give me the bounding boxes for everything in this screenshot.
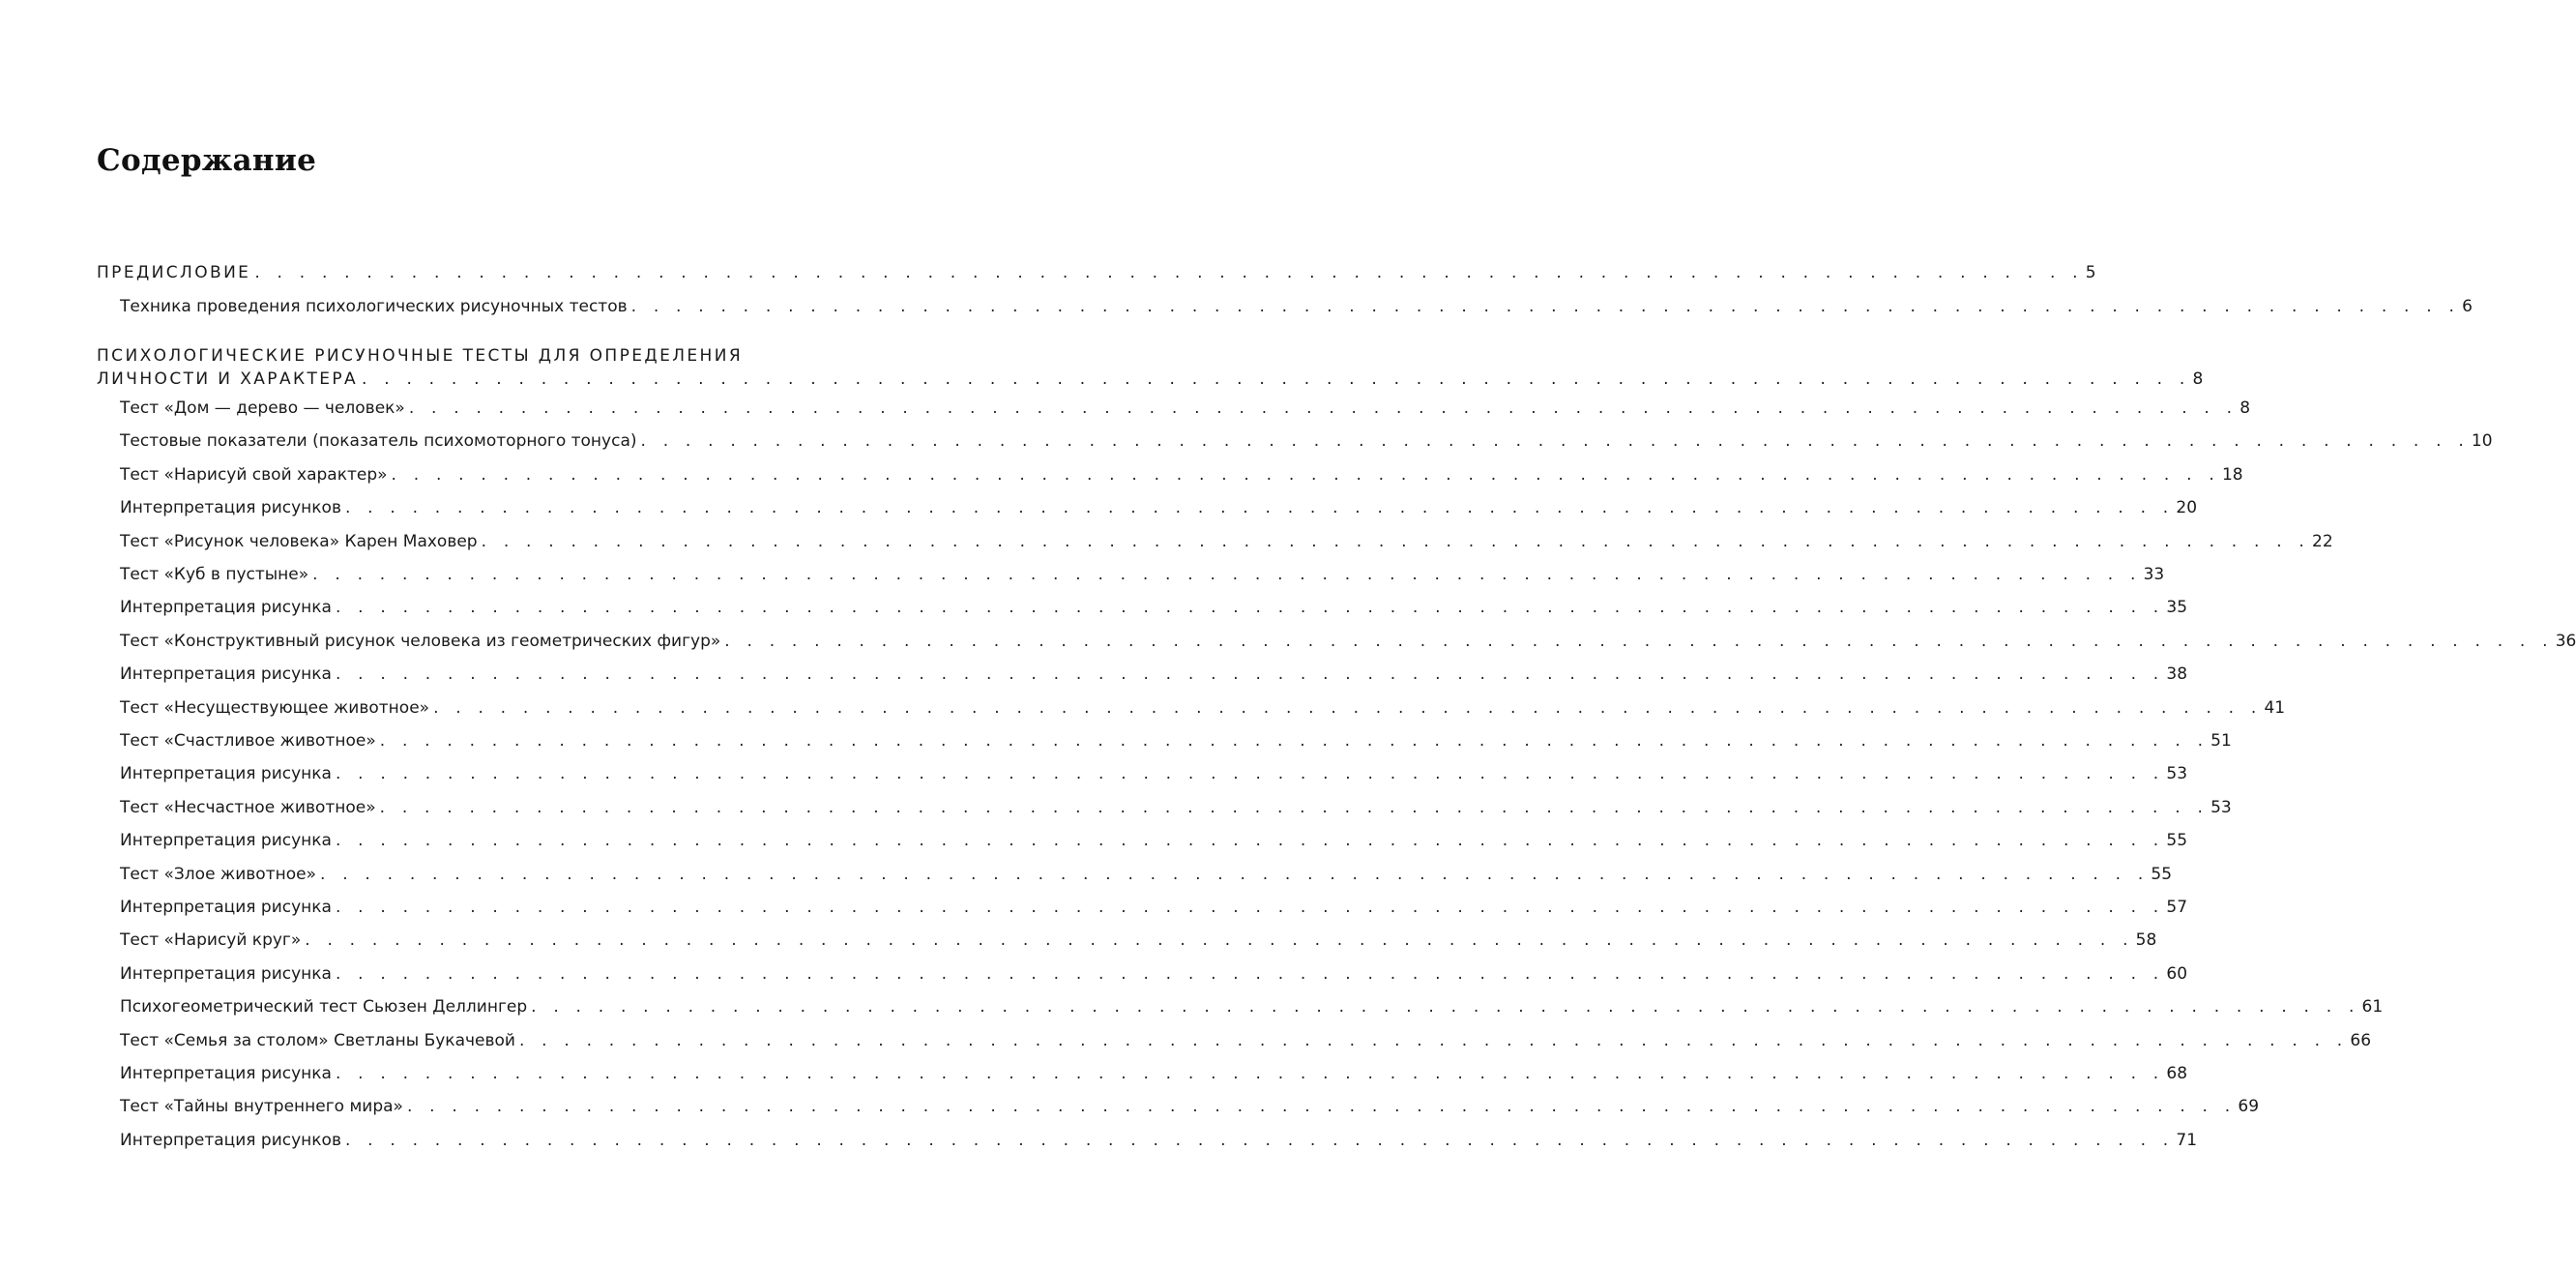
toc-entry-label: Тест «Несчастное животное» <box>120 797 376 817</box>
toc-page-number: 68 <box>2166 1064 2188 1083</box>
toc-entry[interactable] <box>120 530 2333 553</box>
toc-page-number: 22 <box>2312 531 2333 551</box>
dot-leader: . . . . . . . . . . . . . . . . . . . . . . . . . . . . . . . . . . . . . . . . . . . . . . . . . . . . . . . . . . . . . . . . . . . . . . . . . . . . . . . . . . <box>344 1130 2175 1150</box>
dot-leader: . . . . . . . . . . . . . . . . . . . . . . . . . . . . . . . . . . . . . . . . . . . . . . . . . . . . . . . . . . . . . . . . . . . . . . . . . . . . . . . . . . <box>531 997 2360 1018</box>
toc-page-number: 71 <box>2176 1130 2198 1150</box>
toc-entry[interactable] <box>120 596 2188 619</box>
toc-entry[interactable] <box>120 429 2493 453</box>
toc-entry[interactable] <box>120 663 2188 686</box>
toc-entry[interactable] <box>120 397 2251 420</box>
toc-section-title-line1: ПСИХОЛОГИЧЕСКИЕ РИСУНОЧНЫЕ ТЕСТЫ ДЛЯ ОПРЕДЕЛЕНИЯ <box>97 346 744 366</box>
toc-page-number: 18 <box>2221 464 2243 485</box>
toc-entry-preface[interactable] <box>97 261 2096 284</box>
toc-page-number: 38 <box>2166 664 2188 685</box>
toc-entry[interactable] <box>120 1062 2188 1085</box>
toc-entry-label: Интерпретация рисунков <box>120 498 341 518</box>
toc-entry[interactable] <box>120 962 2188 986</box>
dot-leader: . . . . . . . . . . . . . . . . . . . . . . . . . . . . . . . . . . . . . . . . . . . . . . . . . . . . . . . . . . . . . . . . . . . . . . . . . . . . . . . . . . <box>362 369 2191 389</box>
dot-leader: . . . . . . . . . . . . . . . . . . . . . . . . . . . . . . . . . . . . . . . . . . . . . . . . . . . . . . . . . . . . . . . . . . . . . . . . . . . . . . . . . . <box>254 263 2084 282</box>
toc-page-number: 60 <box>2166 963 2188 984</box>
toc-entry-label: Интерпретация рисунка <box>120 898 332 917</box>
toc-entry[interactable] <box>120 1095 2260 1118</box>
dot-leader: . . . . . . . . . . . . . . . . . . . . . . . . . . . . . . . . . . . . . . . . . . . . . . . . . . . . . . . . . . . . . . . . . . . . . . . . . . . . . . . . . . <box>320 864 2150 884</box>
toc-entry[interactable] <box>120 863 2173 886</box>
toc-page-number: 36 <box>2555 631 2576 651</box>
toc-page-number: 69 <box>2238 1097 2260 1117</box>
dot-leader: . . . . . . . . . . . . . . . . . . . . . . . . . . . . . . . . . . . . . . . . . . . . . . . . . . . . . . . . . . . . . . . . . . . . . . . . . . . . . . . . . . <box>640 431 2470 452</box>
toc-entry-label: Интерпретация рисунка <box>120 764 332 784</box>
toc-entry[interactable] <box>120 1129 2198 1152</box>
dot-leader: . . . . . . . . . . . . . . . . . . . . . . . . . . . . . . . . . . . . . . . . . . . . . . . . . . . . . . . . . . . . . . . . . . . . . . . . . . . . . . . . . . <box>391 464 2220 485</box>
toc-entry-label: Тест «Дом — дерево — человек» <box>120 398 405 418</box>
toc-entry-label: Тест «Куб в пустыне» <box>120 565 309 584</box>
toc-entry[interactable] <box>120 995 2384 1018</box>
page-title: Содержание <box>97 143 317 178</box>
toc-entry[interactable] <box>120 496 2198 519</box>
toc-entry[interactable] <box>120 729 2232 753</box>
toc-page-number: 5 <box>2085 263 2096 282</box>
toc-page-number: 8 <box>2192 369 2204 389</box>
toc-page-number: 51 <box>2210 731 2232 751</box>
dot-leader: . . . . . . . . . . . . . . . . . . . . . . . . . . . . . . . . . . . . . . . . . . . . . . . . . . . . . . . . . . . . . . . . . . . . . . . . . . . . . . . . . . <box>724 631 2554 651</box>
toc-entry-label: Психогеометрический тест Сьюзен Деллингер <box>120 997 528 1018</box>
toc-entry-label: Тест «Конструктивный рисунок человека из геометрических фигур» <box>120 631 721 651</box>
toc-entry-label: Тест «Злое животное» <box>120 864 316 884</box>
toc-entry[interactable] <box>120 896 2188 919</box>
toc-entry-label: Тест «Нарисуй круг» <box>120 930 302 951</box>
toc-entry[interactable] <box>120 630 2576 653</box>
toc-entry-label: Интерпретация рисунка <box>120 963 332 984</box>
dot-leader: . . . . . . . . . . . . . . . . . . . . . . . . . . . . . . . . . . . . . . . . . . . . . . . . . . . . . . . . . . . . . . . . . . . . . . . . . . . . . . . . . . <box>518 1030 2349 1050</box>
dot-leader: . . . . . . . . . . . . . . . . . . . . . . . . . . . . . . . . . . . . . . . . . . . . . . . . . . . . . . . . . . . . . . . . . . . . . . . . . . . . . . . . . . <box>335 764 2165 784</box>
toc-entry-technique[interactable] <box>120 295 2473 318</box>
toc-entry-label: Тестовые показатели (показатель психомоторного тонуса) <box>120 431 637 452</box>
dot-leader: . . . . . . . . . . . . . . . . . . . . . . . . . . . . . . . . . . . . . . . . . . . . . . . . . . . . . . . . . . . . . . . . . . . . . . . . . . . . . . . . . . <box>406 1097 2237 1117</box>
toc-entry[interactable] <box>120 563 2165 586</box>
toc-page-number: 33 <box>2143 565 2165 584</box>
toc-page-number: 35 <box>2166 598 2188 618</box>
toc-entry[interactable] <box>120 1029 2372 1052</box>
dot-leader: . . . . . . . . . . . . . . . . . . . . . . . . . . . . . . . . . . . . . . . . . . . . . . . . . . . . . . . . . . . . . . . . . . . . . . . . . . . . . . . . . . <box>335 1064 2165 1083</box>
dot-leader: . . . . . . . . . . . . . . . . . . . . . . . . . . . . . . . . . . . . . . . . . . . . . . . . . . . . . . . . . . . . . . . . . . . . . . . . . . . . . . . . . . <box>335 598 2165 618</box>
dot-leader: . . . . . . . . . . . . . . . . . . . . . . . . . . . . . . . . . . . . . . . . . . . . . . . . . . . . . . . . . . . . . . . . . . . . . . . . . . . . . . . . . . <box>408 398 2239 418</box>
toc-entry-label: ПРЕДИСЛОВИЕ <box>97 263 251 282</box>
dot-leader: . . . . . . . . . . . . . . . . . . . . . . . . . . . . . . . . . . . . . . . . . . . . . . . . . . . . . . . . . . . . . . . . . . . . . . . . . . . . . . . . . . <box>335 831 2165 851</box>
toc-page-number: 10 <box>2471 431 2493 452</box>
dot-leader: . . . . . . . . . . . . . . . . . . . . . . . . . . . . . . . . . . . . . . . . . . . . . . . . . . . . . . . . . . . . . . . . . . . . . . . . . . . . . . . . . . <box>379 731 2210 751</box>
toc-page-number: 53 <box>2166 764 2188 784</box>
dot-leader: . . . . . . . . . . . . . . . . . . . . . . . . . . . . . . . . . . . . . . . . . . . . . . . . . . . . . . . . . . . . . . . . . . . . . . . . . . . . . . . . . . <box>305 930 2134 951</box>
dot-leader: . . . . . . . . . . . . . . . . . . . . . . . . . . . . . . . . . . . . . . . . . . . . . . . . . . . . . . . . . . . . . . . . . . . . . . . . . . . . . . . . . . <box>312 565 2142 584</box>
toc-entry[interactable] <box>120 829 2188 852</box>
toc-entry-label: Интерпретация рисунка <box>120 664 332 685</box>
toc-entry-label: Интерпретация рисунка <box>120 1064 332 1083</box>
toc-section-title-line2: ЛИЧНОСТИ И ХАРАКТЕРА <box>97 369 359 389</box>
toc-section-heading[interactable] <box>97 344 2204 391</box>
toc-entry[interactable] <box>120 796 2232 819</box>
toc-page-number: 61 <box>2361 997 2384 1018</box>
toc-page-number: 53 <box>2210 797 2232 817</box>
toc-page-number: 55 <box>2166 831 2188 851</box>
toc-entry[interactable] <box>120 463 2243 487</box>
dot-leader: . . . . . . . . . . . . . . . . . . . . . . . . . . . . . . . . . . . . . . . . . . . . . . . . . . . . . . . . . . . . . . . . . . . . . . . . . . . . . . . . . . <box>344 498 2175 518</box>
toc-page-number: 66 <box>2350 1030 2372 1050</box>
toc-page-number: 55 <box>2151 864 2173 884</box>
toc-entry-label: Тест «Тайны внутреннего мира» <box>120 1097 403 1117</box>
dot-leader: . . . . . . . . . . . . . . . . . . . . . . . . . . . . . . . . . . . . . . . . . . . . . . . . . . . . . . . . . . . . . . . . . . . . . . . . . . . . . . . . . . <box>335 664 2165 685</box>
dot-leader: . . . . . . . . . . . . . . . . . . . . . . . . . . . . . . . . . . . . . . . . . . . . . . . . . . . . . . . . . . . . . . . . . . . . . . . . . . . . . . . . . . <box>335 898 2165 917</box>
toc-page-number: 6 <box>2462 297 2473 316</box>
table-of-contents <box>97 0 2576 1269</box>
toc-entry-label: Интерпретация рисунка <box>120 831 332 851</box>
toc-entry-label: Тест «Семья за столом» Светланы Букачевой <box>120 1030 515 1050</box>
toc-entry-label: Интерпретация рисунков <box>120 1130 341 1150</box>
toc-entry-label: Тест «Рисунок человека» Карен Маховер <box>120 531 478 551</box>
toc-entry-label: Тест «Нарисуй свой характер» <box>120 464 388 485</box>
toc-page-number: 57 <box>2166 898 2188 917</box>
dot-leader: . . . . . . . . . . . . . . . . . . . . . . . . . . . . . . . . . . . . . . . . . . . . . . . . . . . . . . . . . . . . . . . . . . . . . . . . . . . . . . . . . . <box>433 697 2263 718</box>
toc-page-number: 20 <box>2176 498 2198 518</box>
dot-leader: . . . . . . . . . . . . . . . . . . . . . . . . . . . . . . . . . . . . . . . . . . . . . . . . . . . . . . . . . . . . . . . . . . . . . . . . . . . . . . . . . . <box>379 797 2210 817</box>
toc-entry-label: Интерпретация рисунка <box>120 598 332 618</box>
dot-leader: . . . . . . . . . . . . . . . . . . . . . . . . . . . . . . . . . . . . . . . . . . . . . . . . . . . . . . . . . . . . . . . . . . . . . . . . . . . . . . . . . . <box>630 297 2461 316</box>
toc-entry[interactable] <box>120 696 2286 720</box>
toc-page-number: 58 <box>2135 930 2157 951</box>
toc-entry-label: Тест «Счастливое животное» <box>120 731 376 751</box>
toc-entry-label: Тест «Несуществующее животное» <box>120 697 430 718</box>
toc-page-number: 41 <box>2264 697 2286 718</box>
toc-entry[interactable] <box>120 762 2188 785</box>
dot-leader: . . . . . . . . . . . . . . . . . . . . . . . . . . . . . . . . . . . . . . . . . . . . . . . . . . . . . . . . . . . . . . . . . . . . . . . . . . . . . . . . . . <box>335 963 2165 984</box>
toc-entry[interactable] <box>120 929 2157 952</box>
toc-entry-label: Техника проведения психологических рисуночных тестов <box>120 297 628 316</box>
dot-leader: . . . . . . . . . . . . . . . . . . . . . . . . . . . . . . . . . . . . . . . . . . . . . . . . . . . . . . . . . . . . . . . . . . . . . . . . . . . . . . . . . . <box>481 531 2311 551</box>
toc-page-number: 8 <box>2239 398 2251 418</box>
